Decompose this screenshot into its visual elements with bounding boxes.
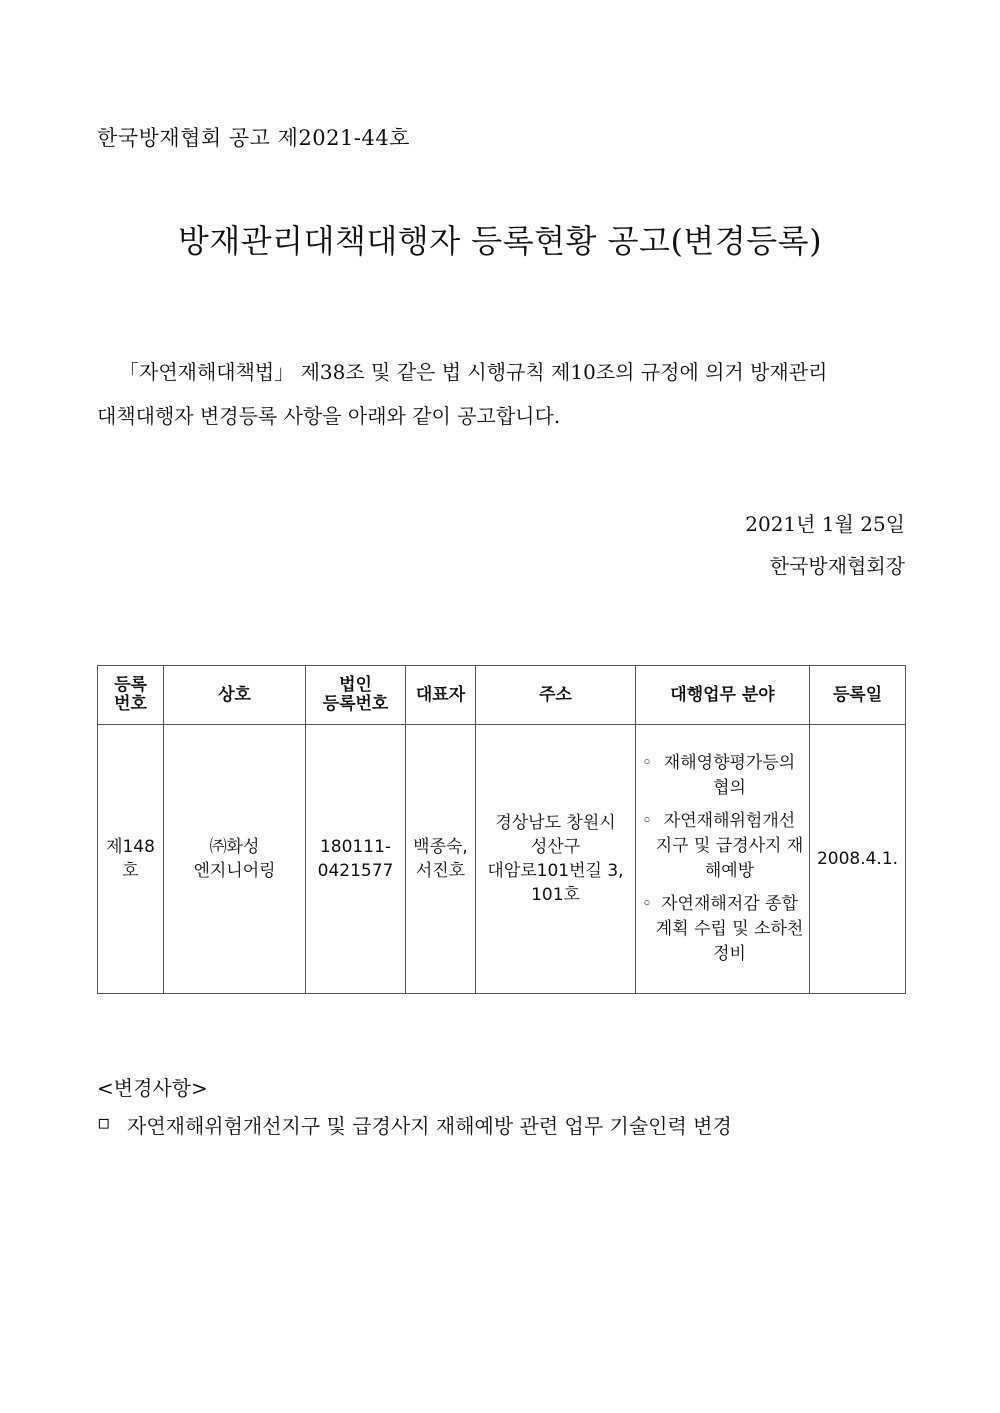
- address-line3: 대암로101번길 3,: [487, 861, 624, 881]
- header-company: 상호: [164, 666, 306, 725]
- cell-address: [476, 725, 636, 994]
- address-line4: 101호: [531, 885, 580, 905]
- rep-line1: 백종숙,: [413, 837, 468, 857]
- duty-item: [640, 751, 805, 801]
- table-header-row: [98, 666, 906, 725]
- cell-rep: [406, 725, 476, 994]
- duty-item: [640, 809, 805, 884]
- address-line1: 경상남도 창원시: [495, 813, 616, 833]
- header-reg-no-line2: 번호: [114, 694, 147, 714]
- header-reg-no-line1: 등록: [114, 675, 147, 695]
- company-line2: 엔지니어링: [193, 861, 276, 881]
- body-line-2: 대책대행자 변경등록 사항을 아래와 같이 공고합니다.: [97, 404, 561, 428]
- duty-text: 재해영향평가등의 협의: [663, 753, 796, 798]
- header-reg-no: [98, 666, 164, 725]
- table-row: [98, 725, 906, 994]
- notice-body: [97, 350, 905, 438]
- duty-item: [640, 892, 805, 967]
- rep-line2: 서진호: [415, 861, 466, 881]
- header-corp-no: [306, 666, 406, 725]
- circle-bullet-icon: ◦: [641, 811, 653, 831]
- cell-corp-no: [306, 725, 406, 994]
- body-line-1: 「자연재해대책법」 제38조 및 같은 법 시행규칙 제10조의 규정에 의거 방재관리: [119, 360, 828, 384]
- changes-heading: <변경사항>: [97, 1076, 208, 1100]
- circle-bullet-icon: ◦: [641, 753, 653, 773]
- registration-table: [97, 665, 906, 994]
- corp-no-line1: 180111-: [319, 837, 392, 857]
- cell-reg-no: 제148호: [98, 725, 164, 994]
- notice-date: 2021년 1월 25일: [745, 512, 905, 536]
- changes-item: [97, 1110, 732, 1139]
- changes-item-text: 자연재해위험개선지구 및 급경사지 재해예방 관련 업무 기술인력 변경: [127, 1114, 732, 1138]
- address-line2: 성산구: [530, 837, 581, 857]
- duty-text: 자연재해저감 종합계획 수립 및 소하천정비: [655, 894, 804, 964]
- notice-number: 한국방재협회 공고 제2021-44호: [97, 126, 410, 150]
- square-bullet-icon: ▫: [97, 1110, 111, 1134]
- cell-reg-date: 2008.4.1.: [810, 725, 906, 994]
- header-reg-date: 등록일: [810, 666, 906, 725]
- issuer: 한국방재협회장: [769, 554, 905, 578]
- header-corp-no-line1: 법인: [339, 675, 372, 695]
- header-duties: 대행업무 분야: [636, 666, 810, 725]
- page-title: 방재관리대책대행자 등록현황 공고(변경등록): [177, 222, 823, 260]
- cell-company: [164, 725, 306, 994]
- header-corp-no-line2: 등록번호: [322, 694, 389, 714]
- company-line1: ㈜화성: [209, 837, 260, 857]
- duty-text: 자연재해위험개선 지구 및 급경사지 재해예방: [655, 811, 804, 881]
- header-address: 주소: [476, 666, 636, 725]
- header-rep: 대표자: [406, 666, 476, 725]
- circle-bullet-icon: ◦: [641, 894, 653, 914]
- corp-no-line2: 0421577: [317, 861, 394, 881]
- cell-duties: [636, 725, 810, 994]
